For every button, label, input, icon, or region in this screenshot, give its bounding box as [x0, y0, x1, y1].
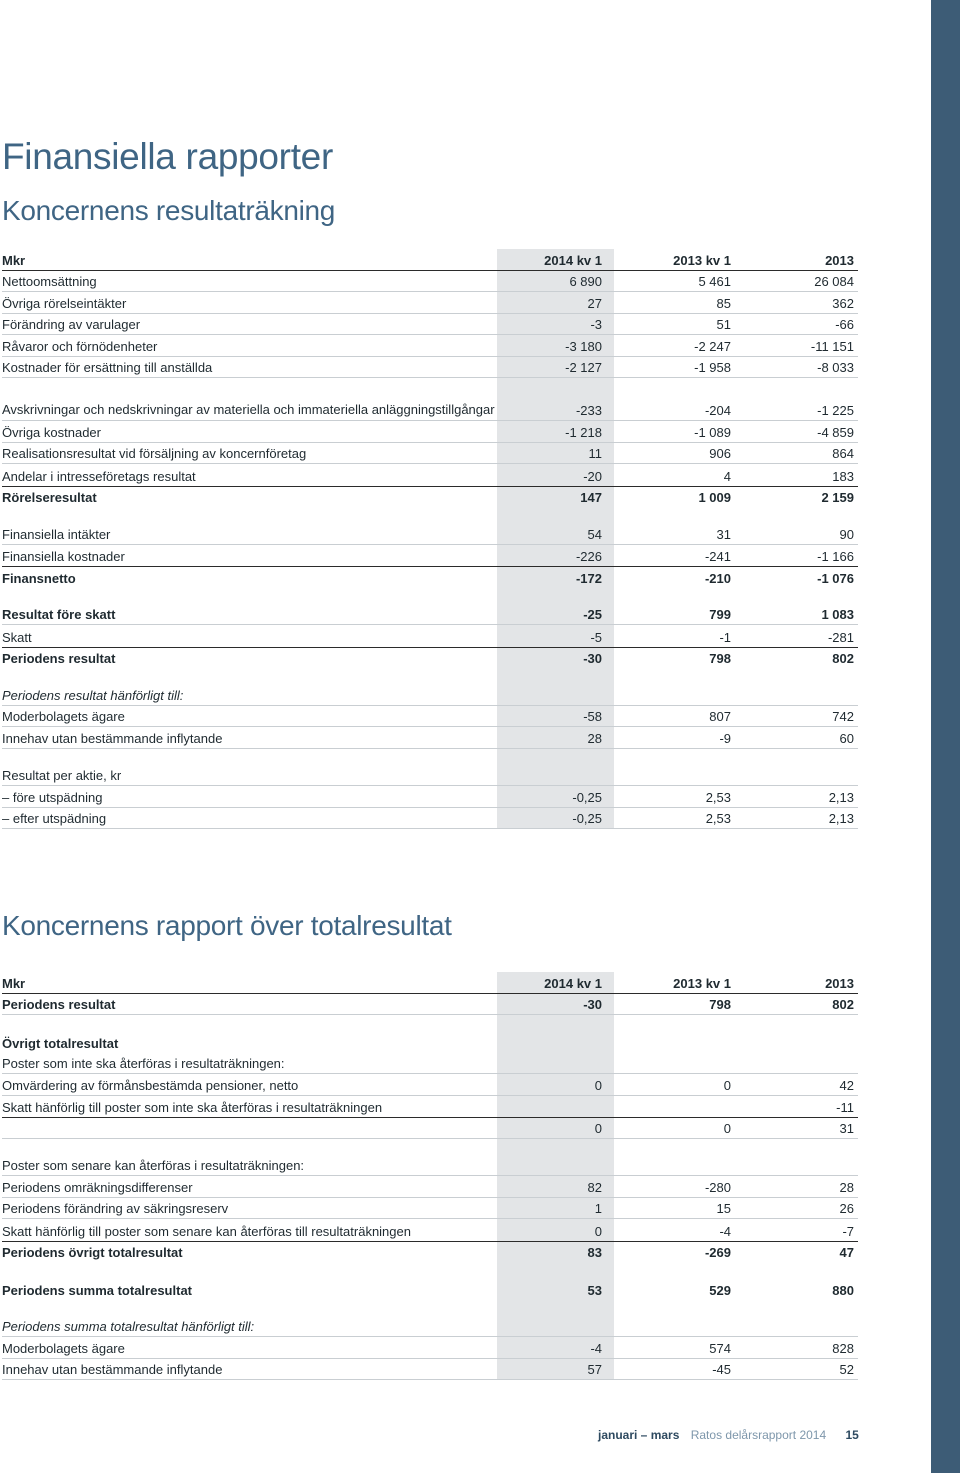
value-cell-col-3: 880 [832, 1282, 854, 1298]
value-cell-col-3: -8 033 [817, 360, 854, 375]
value-cell-col-2: 807 [709, 709, 731, 724]
value-cell-col-2: 2,53 [705, 811, 731, 826]
value-cell-col-1 [497, 1015, 614, 1031]
row-label: Mkr [2, 975, 26, 991]
value-cell-col-2: -4 [719, 1223, 731, 1239]
row-label: – före utspädning [2, 789, 103, 805]
value-cell-col-3: -7 [842, 1223, 854, 1239]
value-cell-col-1: 28 [497, 727, 614, 748]
value-cell-col-2: 798 [709, 651, 731, 666]
row-label: Skatt hänförlig till poster som senare kan återföras till resultaträkningen [2, 1223, 411, 1239]
value-cell-col-1: 0 [497, 1219, 614, 1241]
value-cell-col-1: 2014 kv 1 [497, 972, 614, 993]
value-cell-col-1: -226 [497, 545, 614, 567]
value-cell-col-1 [497, 1155, 614, 1176]
value-cell-col-3: 2013 [825, 975, 854, 991]
value-cell-col-3: 828 [832, 1340, 854, 1356]
income-statement-title: Koncernens resultaträkning [2, 195, 336, 226]
table-row [2, 1198, 858, 1220]
footer-report-name: Ratos delårsrapport 2014 [690, 1428, 827, 1442]
row-label: Övriga kostnader [2, 424, 101, 440]
value-cell-col-2: -9 [719, 730, 731, 746]
page-title: Finansiella rapporter [2, 136, 333, 177]
value-cell-col-1: -233 [497, 378, 614, 420]
value-cell-col-1 [497, 749, 614, 765]
table-row [2, 727, 858, 749]
value-cell-col-1: -172 [497, 567, 614, 588]
value-cell-col-2: -1 089 [694, 424, 731, 440]
row-label: Resultat före skatt [2, 607, 116, 622]
value-cell-col-1 [497, 588, 614, 604]
row-label: Finansiella kostnader [2, 549, 125, 564]
table-row [2, 1117, 858, 1139]
row-label: Skatt hänförlig till poster som inte ska återföras i resultaträkningen [2, 1100, 383, 1115]
value-cell-col-1 [497, 1300, 614, 1316]
table-row [2, 486, 858, 508]
row-label: Finansiella intäkter [2, 526, 111, 542]
row-label: Omvärdering av förmånsbestämda pensioner, netto [2, 1077, 299, 1093]
value-cell-col-2: -1 958 [694, 360, 731, 375]
table-row [2, 1359, 858, 1381]
value-cell-col-1: 0 [497, 1074, 614, 1095]
value-cell-col-2: 85 [716, 295, 731, 311]
row-label: – efter utspädning [2, 811, 107, 826]
table-row [2, 1176, 858, 1198]
row-label: Nettoomsättning [2, 274, 97, 289]
table-row [2, 443, 858, 465]
table-row [2, 523, 858, 545]
value-cell-col-1: -30 [497, 648, 614, 669]
value-cell-col-3: 742 [832, 709, 854, 724]
value-cell-col-2: -2 247 [694, 338, 731, 354]
value-cell-col-1: -4 [497, 1337, 614, 1358]
value-cell-col-3: 2013 [825, 252, 854, 268]
value-cell-col-2: -204 [704, 403, 731, 418]
table-row [2, 1241, 858, 1263]
value-cell-col-1: -3 180 [497, 335, 614, 356]
value-cell-col-3: 47 [839, 1245, 854, 1260]
value-cell-col-1: -58 [497, 706, 614, 727]
value-cell-col-1 [497, 1139, 614, 1155]
row-label: Förändring av varulager [2, 317, 141, 332]
value-cell-col-3: 864 [832, 446, 854, 461]
table-row [2, 314, 858, 336]
table-row [2, 1015, 858, 1031]
table-row [2, 668, 858, 684]
page-number: 15 [845, 1428, 859, 1442]
value-cell-col-2: 2013 kv 1 [673, 252, 731, 268]
value-cell-col-1 [497, 1262, 614, 1278]
value-cell-col-2: -45 [712, 1362, 731, 1377]
row-label: Periodens omräkningsdifferenser [2, 1179, 193, 1195]
value-cell-col-2: -269 [704, 1245, 731, 1260]
value-cell-col-3: 28 [839, 1179, 854, 1195]
row-label: Periodens summa totalresultat hänförligt till: [2, 1319, 255, 1334]
row-label: Andelar i intresseföretags resultat [2, 468, 196, 484]
value-cell-col-1: 147 [497, 487, 614, 508]
value-cell-col-1 [497, 668, 614, 684]
table-row [2, 808, 858, 830]
value-cell-col-3: -1 166 [817, 549, 854, 564]
table-row [2, 507, 858, 523]
table-header-row [2, 249, 858, 271]
value-cell-col-1: -2 127 [497, 357, 614, 378]
value-cell-col-2: 906 [709, 446, 731, 461]
table-row [2, 1337, 858, 1359]
page-footer [598, 1428, 859, 1442]
value-cell-col-1: -30 [497, 994, 614, 1015]
table-row [2, 1278, 858, 1300]
side-color-bar [931, 0, 960, 1473]
footer-period: januari – mars [598, 1428, 680, 1442]
table-row [2, 545, 858, 567]
table-row [2, 1074, 858, 1096]
income-statement-table [2, 249, 858, 829]
row-label: Moderbolagets ägare [2, 1340, 125, 1356]
row-label: Periodens förändring av säkringsreserv [2, 1201, 229, 1216]
table-row [2, 786, 858, 808]
value-cell-col-1: 27 [497, 292, 614, 313]
row-label: Periodens resultat [2, 997, 116, 1012]
value-cell-col-1: -3 [497, 314, 614, 335]
row-label: Periodens resultat hänförligt till: [2, 687, 184, 703]
value-cell-col-2: -1 [719, 629, 731, 645]
row-label: Periodens summa totalresultat [2, 1282, 192, 1298]
table-row [2, 378, 858, 421]
table-row [2, 1155, 858, 1177]
value-cell-col-3: -66 [835, 317, 854, 332]
row-label: Resultat per aktie, kr [2, 768, 122, 783]
table-row [2, 706, 858, 728]
value-cell-col-2: 574 [709, 1340, 731, 1356]
value-cell-col-1 [497, 1316, 614, 1337]
value-cell-col-3: 42 [839, 1077, 854, 1093]
table-row [2, 994, 858, 1016]
row-label: Finansnetto [2, 570, 76, 586]
value-cell-col-1: -0,25 [497, 808, 614, 829]
value-cell-col-2: 5 461 [698, 274, 731, 289]
row-label: Innehav utan bestämmande inflytande [2, 1362, 223, 1377]
value-cell-col-1: 57 [497, 1359, 614, 1380]
row-label: Rörelseresultat [2, 490, 97, 505]
table-row [2, 566, 858, 588]
table-row [2, 684, 858, 706]
row-label: Poster som inte ska återföras i resultaträkningen: [2, 1056, 285, 1071]
value-cell-col-1: -5 [497, 625, 614, 647]
value-cell-col-3: 183 [832, 468, 854, 484]
table-row [2, 588, 858, 604]
value-cell-col-1 [497, 765, 614, 786]
table-row [2, 765, 858, 787]
value-cell-col-2: 799 [709, 607, 731, 622]
value-cell-col-3: -281 [827, 629, 854, 645]
value-cell-col-3: -11 151 [810, 338, 854, 354]
table-row [2, 604, 858, 626]
value-cell-col-1: -20 [497, 464, 614, 486]
value-cell-col-3: 60 [839, 730, 854, 746]
row-label: Avskrivningar och nedskrivningar av materiella och immateriella anläggningstillgångar [2, 402, 495, 417]
value-cell-col-2: 0 [723, 1077, 731, 1093]
table-row [2, 1316, 858, 1338]
value-cell-col-2: 2013 kv 1 [673, 975, 731, 991]
value-cell-col-2: 15 [716, 1201, 731, 1216]
value-cell-col-2: 1 009 [698, 490, 731, 505]
value-cell-col-1: 1 [497, 1198, 614, 1219]
value-cell-col-1 [497, 507, 614, 523]
value-cell-col-2: -241 [704, 549, 731, 564]
table-row [2, 625, 858, 647]
table-row [2, 1096, 858, 1118]
value-cell-col-3: 2,13 [828, 811, 854, 826]
table-row [2, 749, 858, 765]
row-label: Periodens övrigt totalresultat [2, 1245, 183, 1260]
table-row [2, 1139, 858, 1155]
value-cell-col-1: -25 [497, 604, 614, 625]
value-cell-col-3: 26 [839, 1201, 854, 1216]
value-cell-col-3: -1 225 [817, 403, 854, 418]
value-cell-col-1: 54 [497, 523, 614, 544]
table-row [2, 1219, 858, 1241]
table-row [2, 421, 858, 443]
row-label: Kostnader för ersättning till anställda [2, 360, 213, 375]
value-cell-col-1: 11 [497, 443, 614, 464]
value-cell-col-3: 31 [839, 1120, 854, 1136]
table-row [2, 335, 858, 357]
value-cell-col-2: -210 [704, 570, 731, 586]
table-row [2, 292, 858, 314]
comprehensive-income-title: Koncernens rapport över totalresultat [2, 910, 452, 941]
value-cell-col-3: 362 [832, 295, 854, 311]
table-row [2, 271, 858, 293]
value-cell-col-1: 2014 kv 1 [497, 249, 614, 270]
row-label: Råvaror och förnödenheter [2, 338, 158, 354]
row-label: Periodens resultat [2, 651, 116, 666]
table-row [2, 1053, 858, 1075]
value-cell-col-1 [497, 1053, 614, 1074]
table-row [2, 647, 858, 669]
value-cell-col-3: 802 [832, 651, 854, 666]
value-cell-col-3: 2,13 [828, 789, 854, 805]
value-cell-col-1: 82 [497, 1176, 614, 1197]
table-row [2, 1262, 858, 1278]
value-cell-col-1: -0,25 [497, 786, 614, 807]
value-cell-col-3: 1 083 [821, 607, 854, 622]
value-cell-col-3: -11 [836, 1100, 854, 1115]
value-cell-col-3: 26 084 [814, 274, 854, 289]
row-label: Innehav utan bestämmande inflytande [2, 730, 223, 746]
value-cell-col-3: 52 [839, 1362, 854, 1377]
value-cell-col-2: 2,53 [705, 789, 731, 805]
value-cell-col-2: 51 [716, 317, 731, 332]
row-label: Övriga rörelseintäkter [2, 295, 127, 311]
value-cell-col-1: -1 218 [497, 421, 614, 442]
value-cell-col-2: 798 [709, 997, 731, 1012]
value-cell-col-2: 4 [723, 468, 731, 484]
row-label: Poster som senare kan återföras i resultaträkningen: [2, 1158, 305, 1173]
row-label: Skatt [2, 629, 32, 645]
row-label: Mkr [2, 252, 26, 268]
value-cell-col-3: -4 859 [817, 424, 854, 440]
row-label: Övrigt totalresultat [2, 1035, 119, 1051]
value-cell-col-1: 6 890 [497, 271, 614, 292]
value-cell-col-1: 83 [497, 1242, 614, 1263]
value-cell-col-1 [497, 1031, 614, 1053]
table-header-row [2, 972, 858, 994]
value-cell-col-1 [497, 1096, 614, 1118]
table-row [2, 464, 858, 486]
row-label: Moderbolagets ägare [2, 709, 125, 724]
comprehensive-income-table [2, 972, 858, 1380]
table-row [2, 357, 858, 379]
row-label: Realisationsresultat vid försäljning av koncernföretag [2, 446, 307, 461]
value-cell-col-2: 0 [723, 1120, 731, 1136]
value-cell-col-2: 31 [716, 526, 731, 542]
table-row [2, 1300, 858, 1316]
value-cell-col-3: -1 076 [817, 570, 854, 586]
value-cell-col-3: 2 159 [821, 490, 854, 505]
value-cell-col-1 [497, 684, 614, 705]
value-cell-col-1: 0 [497, 1118, 614, 1138]
value-cell-col-1: 53 [497, 1278, 614, 1300]
value-cell-col-3: 90 [839, 526, 854, 542]
value-cell-col-2: 529 [709, 1282, 731, 1298]
value-cell-col-2: -280 [704, 1179, 731, 1195]
value-cell-col-3: 802 [832, 997, 854, 1012]
table-row [2, 1031, 858, 1053]
